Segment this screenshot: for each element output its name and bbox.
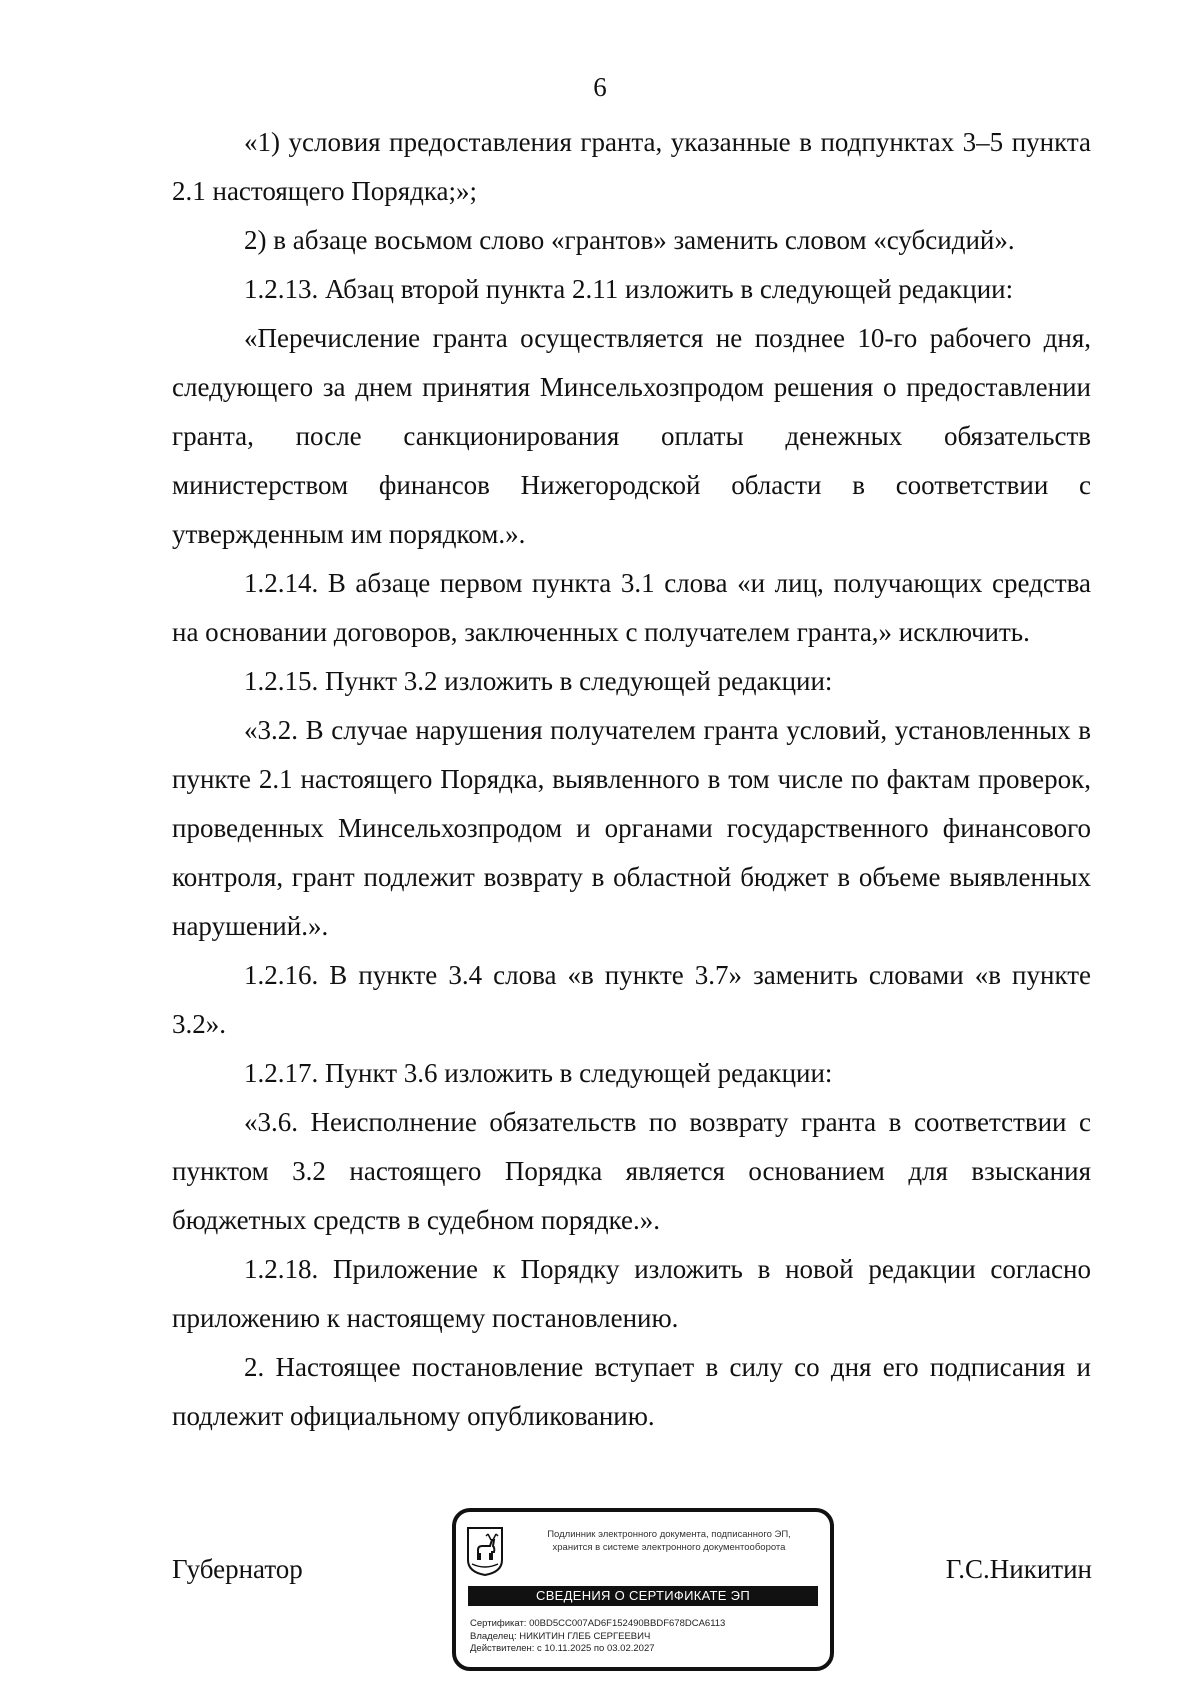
stamp-owner: Владелец: НИКИТИН ГЛЕБ СЕРГЕЕВИЧ <box>470 1630 651 1642</box>
stamp-validity: Действителен: с 10.11.2025 по 03.02.2027 <box>470 1643 655 1654</box>
paragraph: 1.2.17. Пункт 3.6 изложить в следующей редакции: <box>244 1058 833 1088</box>
paragraph: «3.2. В случае нарушения получателем гранта условий, установленных в пункте 2.1 настоящего Порядка, выявленного в том числе по фактам проверок, проведенных Минсельхозпродом и органами государственного финансового контроля, грант подлежит возврату в областной бюджет в объеме выявленных нарушений.». <box>172 715 1091 941</box>
e-signature-stamp <box>452 1508 834 1671</box>
signer-name: Г.С.Никитин <box>945 1554 1092 1584</box>
stamp-title: СВЕДЕНИЯ О СЕРТИФИКАТЕ ЭП <box>468 1586 818 1606</box>
paragraph: 1.2.14. В абзаце первом пункта 3.1 слова «и лиц, получающих средства на основании договоров, заключенных с получателем гранта,» исключить. <box>172 568 1091 647</box>
paragraph: 2. Настоящее постановление вступает в силу со дня его подписания и подлежит официальному опубликованию. <box>172 1352 1091 1431</box>
signer-position: Губернатор <box>172 1554 303 1584</box>
paragraph: 2) в абзаце восьмом слово «грантов» заменить словом «субсидий». <box>244 225 1015 255</box>
stamp-header <box>516 1528 822 1554</box>
paragraph: 1.2.15. Пункт 3.2 изложить в следующей редакции: <box>244 666 833 696</box>
stamp-details <box>470 1618 725 1656</box>
paragraph: «Перечисление гранта осуществляется не позднее 10-го рабочего дня, следующего за днем принятия Минсельхозпродом решения о предоставлении гранта, после санкционирования оплаты денежных обязательств министерством финансов Нижегородской области в соответствии с утвержденным им порядком.». <box>172 323 1091 549</box>
paragraph: 1.2.18. Приложение к Порядку изложить в новой редакции согласно приложению к настоящему постановлению. <box>172 1254 1091 1333</box>
document-body <box>172 118 1091 1441</box>
stamp-certificate: Сертификат: 00BD5CC007AD6F152490BBDF678DCA6113 <box>470 1618 726 1629</box>
page-number: 6 <box>593 72 607 102</box>
paragraph: 1.2.13. Абзац второй пункта 2.11 изложить в следующей редакции: <box>244 274 1014 304</box>
paragraph: «3.6. Неисполнение обязательств по возврату гранта в соответствии с пунктом 3.2 настоящего Порядка является основанием для взыскания бюджетных средств в судебном порядке.». <box>172 1107 1091 1235</box>
stamp-header-line: Подлинник электронного документа, подписанного ЭП, <box>547 1529 791 1540</box>
stamp-header-line: хранится в системе электронного документооборота <box>552 1542 786 1553</box>
deer-crest-icon <box>466 1526 504 1576</box>
paragraph: «1) условия предоставления гранта, указанные в подпунктах 3–5 пункта 2.1 настоящего Порядка;»; <box>172 127 1091 206</box>
paragraph: 1.2.16. В пункте 3.4 слова «в пункте 3.7» заменить словами «в пункте 3.2». <box>172 960 1091 1039</box>
